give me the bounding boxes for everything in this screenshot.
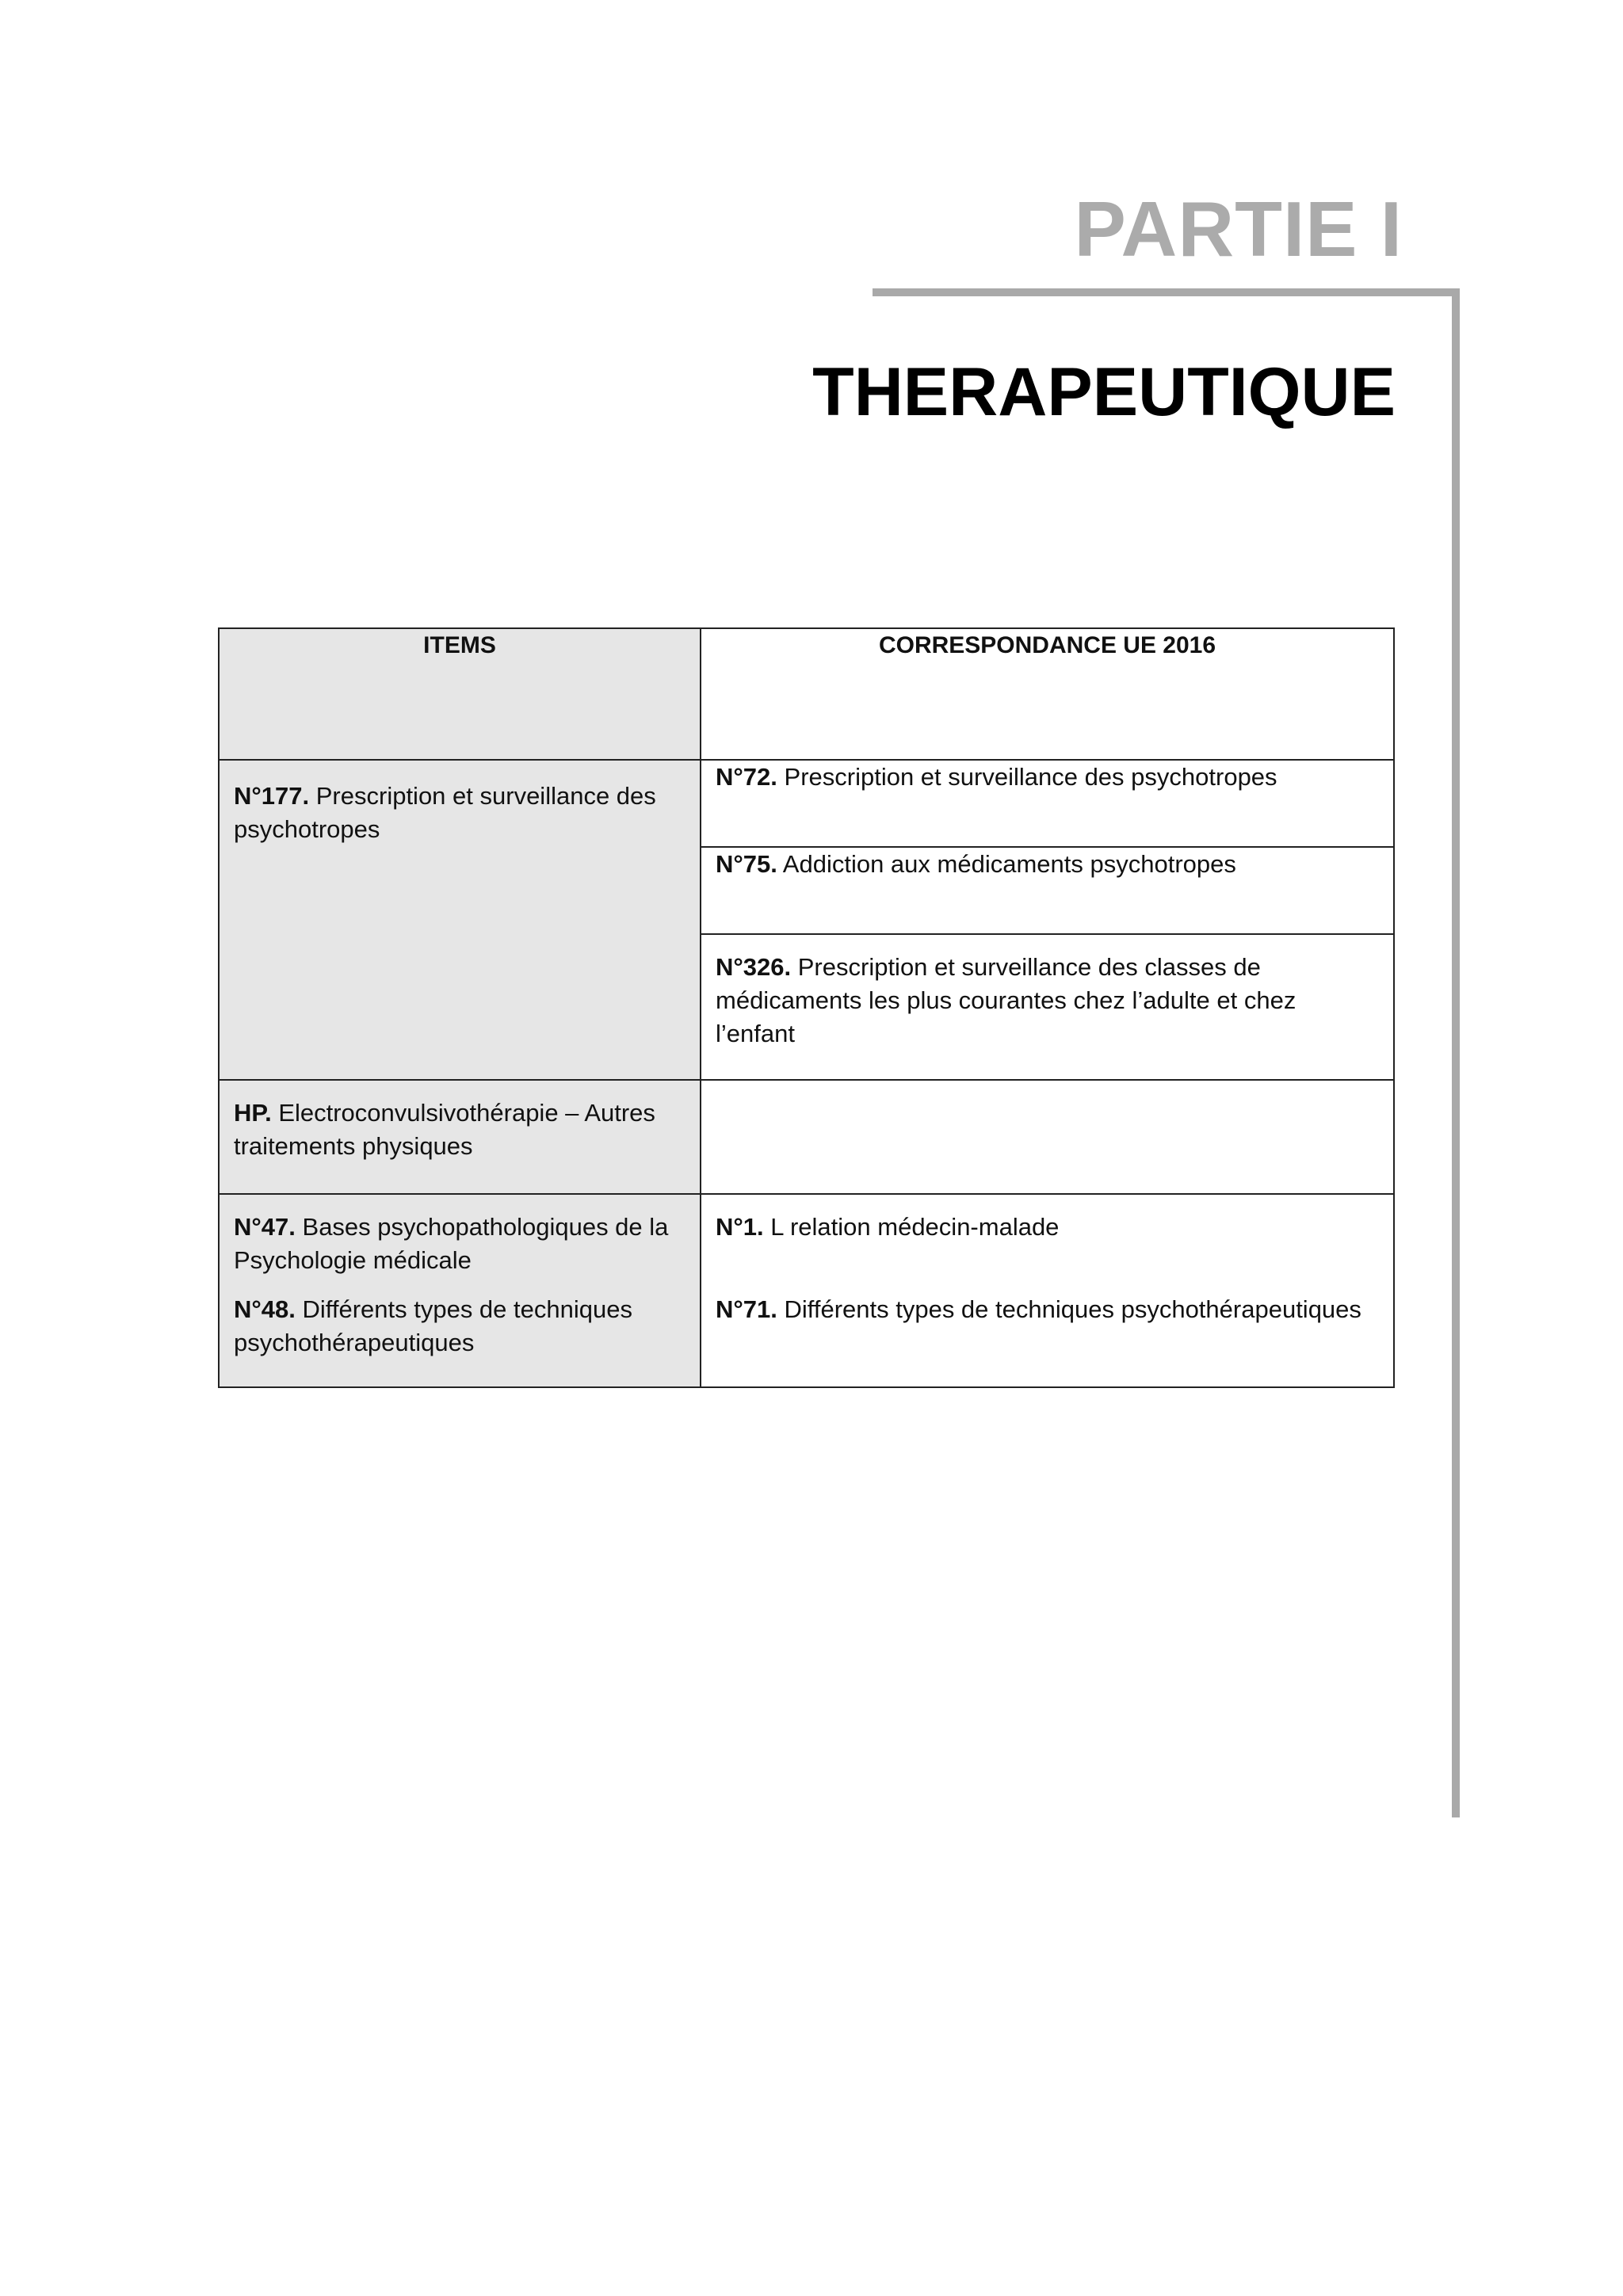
corr-text: Prescription et surveillance des psychotropes — [784, 763, 1277, 791]
column-header-items: ITEMS — [219, 628, 701, 760]
item-text: Electroconvulsivothérapie – Autres traitements physiques — [234, 1099, 655, 1160]
item-number: N°48. — [234, 1295, 296, 1323]
corr-number: N°1. — [716, 1213, 764, 1241]
corr-text: Prescription et surveillance des classes de médicaments les plus courantes chez l’adulte et chez l’enfant — [716, 953, 1296, 1047]
part-label: PARTIE I — [1074, 185, 1403, 273]
item-number: HP. — [234, 1099, 272, 1127]
header-rule-vertical — [1452, 288, 1460, 1817]
item-number: N°47. — [234, 1213, 296, 1241]
table-row — [219, 1080, 1394, 1194]
corr-number: N°72. — [716, 763, 777, 791]
table-row — [219, 1194, 1394, 1387]
item-text: Différents types de techniques psychothérapeutiques — [234, 1295, 632, 1356]
item-entry — [234, 1211, 685, 1277]
correspondance-cell — [701, 847, 1394, 934]
table-header-row — [219, 628, 1394, 760]
item-cell — [219, 1194, 701, 1387]
column-header-correspondance: CORRESPONDANCE UE 2016 — [701, 628, 1394, 760]
item-cell — [219, 760, 701, 1080]
correspondance-cell-empty — [701, 1080, 1394, 1194]
corr-entry — [716, 1293, 1379, 1326]
section-title: THERAPEUTIQUE — [812, 354, 1396, 430]
table-row — [219, 760, 1394, 847]
item-number: N°177. — [234, 782, 310, 810]
correspondance-cell — [701, 934, 1394, 1080]
correspondence-table — [218, 627, 1395, 1388]
correspondance-cell — [701, 760, 1394, 847]
header-rule-horizontal — [873, 288, 1460, 296]
item-entry — [234, 1293, 685, 1360]
corr-entry — [716, 1211, 1379, 1244]
item-text: Bases psychopathologiques de la Psychologie médicale — [234, 1213, 669, 1274]
item-text: Prescription et surveillance des psychotropes — [234, 782, 656, 843]
correspondance-cell — [701, 1194, 1394, 1387]
corr-text: Addiction aux médicaments psychotropes — [782, 850, 1236, 878]
corr-number: N°71. — [716, 1295, 777, 1323]
corr-number: N°75. — [716, 850, 777, 878]
item-cell — [219, 1080, 701, 1194]
corr-text: Différents types de techniques psychothérapeutiques — [784, 1295, 1361, 1323]
corr-number: N°326. — [716, 953, 792, 981]
corr-text: L relation médecin-malade — [770, 1213, 1060, 1241]
